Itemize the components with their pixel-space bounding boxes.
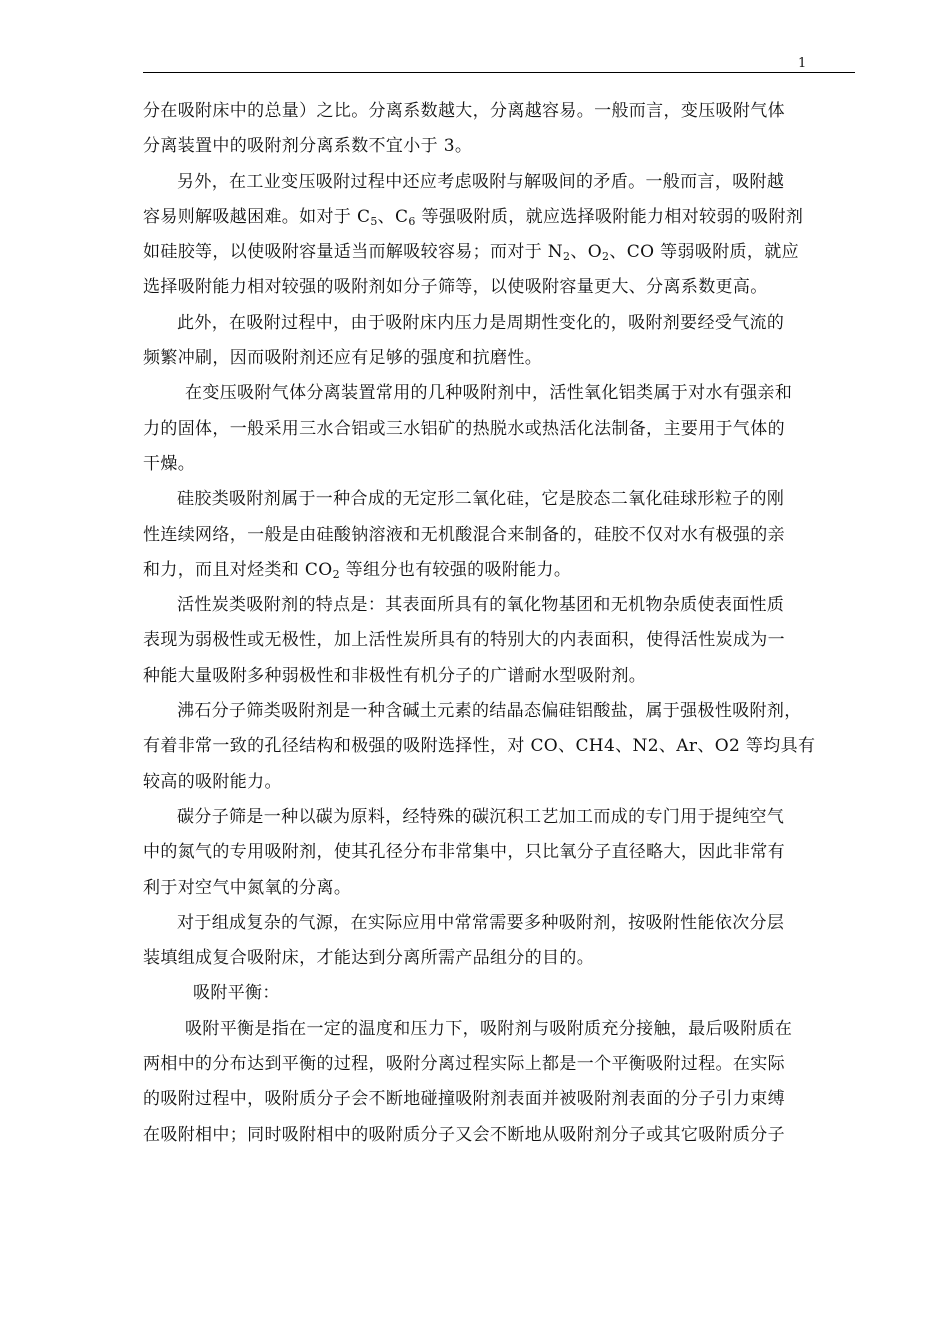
text-line: 如硅胶等，以使吸附容量适当而解吸较容易；而对于 $N_2$、$O_2$、CO 等弱吸附质，就应 [143, 242, 799, 264]
text-line: 碳分子筛是一种以碳为原料，经特殊的碳沉积工艺加工而成的专门用于提纯空气 [177, 806, 785, 827]
text-line: 频繁冲刷，因而吸附剂还应有足够的强度和抗磨性。 [143, 348, 543, 369]
text-line: 装填组成复合吸附床，才能达到分离所需产品组分的目的。 [143, 948, 595, 969]
text-line: 对于组成复杂的气源，在实际应用中常常需要多种吸附剂，按吸附性能依次分层 [177, 912, 785, 933]
text-line: 干燥。 [143, 453, 196, 474]
text-line: 种能大量吸附多种弱极性和非极性有机分子的广谱耐水型吸附剂。 [143, 665, 647, 686]
text-line: 分离装置中的吸附剂分离系数不宜小于 3。 [143, 136, 473, 157]
text-line: 选择吸附能力相对较强的吸附剂如分子筛等，以使吸附容量更大、分离系数更高。 [143, 277, 768, 298]
text-line: 表现为弱极性或无极性，加上活性炭所具有的特别大的内表面积，使得活性炭成为一 [143, 630, 785, 651]
text-line: 利于对空气中氮氧的分离。 [143, 877, 352, 898]
text-line: 和力，而且对烃类和 $CO_2$ 等组分也有较强的吸附能力。 [143, 559, 572, 581]
header-rule [143, 72, 855, 73]
text-line: 分在吸附床中的总量）之比。分离系数越大，分离越容易。一般而言，变压吸附气体 [143, 101, 785, 121]
paragraph [143, 165, 855, 306]
paragraph [143, 1012, 855, 1153]
text-line: 在变压吸附气体分离装置常用的几种吸附剂中，活性氧化铝类属于对水有强亲和 [185, 383, 793, 404]
text-line: 在吸附相中；同时吸附相中的吸附质分子又会不断地从吸附剂分子或其它吸附质分子 [143, 1124, 785, 1145]
text-line: 力的固体，一般采用三水合铝或三水铝矿的热脱水或热活化法制备，主要用于气体的 [143, 418, 785, 439]
paragraph [143, 306, 855, 377]
paragraph [143, 906, 855, 977]
text-line: 容易则解吸越困难。如对于 $C_5$、$C_6$ 等强吸附质，就应选择吸附能力相对较弱的吸附剂 [143, 206, 804, 228]
text-line: 性连续网络，一般是由硅酸钠溶液和无机酸混合来制备的，硅胶不仅对水有极强的亲 [143, 524, 785, 545]
body-text [143, 94, 855, 1153]
text-line: 此外，在吸附过程中，由于吸附床内压力是周期性变化的，吸附剂要经受气流的 [177, 312, 785, 333]
text-line: 硅胶类吸附剂属于一种合成的无定形二氧化硅，它是胶态二氧化硅球形粒子的刚 [177, 489, 785, 510]
paragraph [143, 694, 855, 800]
paragraph [143, 482, 855, 588]
text-line: 中的氮气的专用吸附剂，使其孔径分布非常集中，只比氧分子直径略大，因此非常有 [143, 842, 785, 863]
text-line: 沸石分子筛类吸附剂是一种含碱土元素的结晶态偏硅铝酸盐，属于强极性吸附剂， [177, 701, 802, 722]
paragraph [143, 588, 855, 694]
paragraph [143, 376, 855, 482]
paragraph [143, 976, 855, 1011]
text-line: 较高的吸附能力。 [143, 771, 282, 792]
paragraph [143, 94, 855, 165]
paragraph [143, 800, 855, 906]
page-number: 1 [798, 56, 807, 71]
text-line: 吸附平衡： [193, 983, 280, 1004]
text-line: 吸附平衡是指在一定的温度和压力下，吸附剂与吸附质充分接触，最后吸附质在 [185, 1018, 793, 1039]
text-line: 另外，在工业变压吸附过程中还应考虑吸附与解吸间的矛盾。一般而言，吸附越 [177, 171, 785, 192]
text-line: 两相中的分布达到平衡的过程，吸附分离过程实际上都是一个平衡吸附过程。在实际 [143, 1054, 785, 1075]
text-line: 活性炭类吸附剂的特点是：其表面所具有的氧化物基团和无机物杂质使表面性质 [177, 595, 785, 616]
text-line: 有着非常一致的孔径结构和极强的吸附选择性，对 CO、CH4、N2、Ar、O2 等均具有 [143, 736, 816, 757]
text-line: 的吸附过程中，吸附质分子会不断地碰撞吸附剂表面并被吸附剂表面的分子引力束缚 [143, 1089, 785, 1110]
